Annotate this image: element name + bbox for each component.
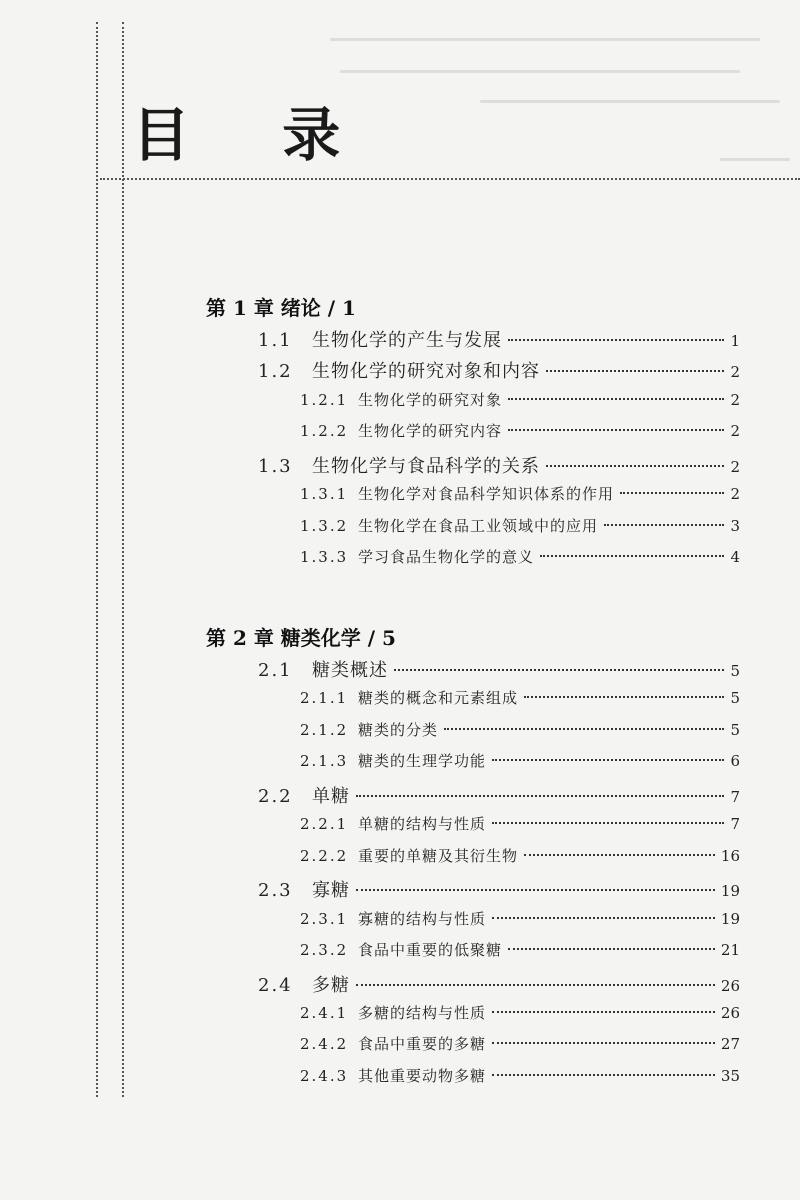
section-title: 食品中重要的多糖 — [358, 1035, 487, 1054]
section-title: 多糖 — [312, 974, 350, 996]
dot-leader — [492, 1042, 715, 1044]
page-number: 2 — [730, 363, 740, 382]
dot-leader — [524, 696, 724, 698]
dot-leader — [508, 398, 724, 400]
section-title: 糖类概述 — [312, 660, 388, 681]
page-number: 7 — [730, 815, 740, 834]
section-number: 2.4.1 — [300, 1003, 349, 1022]
section-title: 食品中重要的低聚糖 — [358, 941, 503, 960]
page-number: 35 — [720, 1066, 740, 1085]
page-number: 6 — [730, 752, 740, 771]
margin-dotted-line-outer — [96, 22, 98, 1097]
section-title: 糖类的生理学功能 — [358, 752, 487, 771]
page-number: 7 — [730, 787, 740, 806]
toc-subsection-entry — [300, 515, 740, 536]
section-number: 2.1 — [258, 660, 293, 681]
page-number: 5 — [730, 689, 740, 708]
dot-leader — [620, 492, 724, 494]
section-title: 多糖的结构与性质 — [358, 1003, 487, 1022]
section-title: 生物化学的研究对象 — [358, 390, 503, 409]
section-title: 其他重要动物多糖 — [358, 1066, 487, 1085]
toc-section-entry — [258, 656, 740, 682]
page-number: 16 — [720, 846, 740, 865]
section-number: 2.3.2 — [300, 941, 349, 960]
toc-subsection-entry — [300, 1002, 740, 1023]
dot-leader — [508, 339, 724, 341]
section-title: 寡糖的结构与性质 — [358, 909, 487, 928]
page-number: 3 — [730, 516, 740, 535]
page-number: 21 — [720, 941, 740, 960]
section-number: 2.2 — [258, 785, 293, 807]
section-number: 1.3.3 — [300, 548, 349, 567]
show-through — [330, 38, 760, 41]
page-number: 26 — [720, 1003, 740, 1022]
dot-leader — [546, 370, 724, 372]
section-number: 1.2.1 — [300, 390, 349, 409]
toc-section-entry — [258, 452, 740, 478]
section-number: 2.4.2 — [300, 1035, 349, 1054]
page-number: 1 — [730, 332, 740, 350]
section-title: 糖类的概念和元素组成 — [358, 689, 519, 708]
toc-subsection-entry — [300, 939, 740, 960]
section-title: 单糖 — [312, 785, 350, 807]
page-number: 2 — [730, 422, 740, 441]
page-number: 2 — [730, 485, 740, 504]
section-number: 2.4.3 — [300, 1066, 349, 1085]
dot-leader — [546, 465, 724, 467]
show-through — [340, 70, 740, 73]
header-dotted-line — [100, 178, 800, 180]
show-through — [480, 100, 780, 103]
section-title: 生物化学的产生与发展 — [312, 330, 502, 351]
section-title: 生物化学对食品科学知识体系的作用 — [358, 485, 615, 504]
dot-leader — [492, 822, 724, 824]
toc-section-entry — [258, 357, 740, 383]
section-title: 重要的单糖及其衍生物 — [358, 846, 519, 865]
section-number: 2.1.3 — [300, 752, 349, 771]
dot-leader — [444, 728, 724, 730]
toc-subsection-entry — [300, 1033, 740, 1054]
toc-subsection-entry — [300, 908, 740, 929]
section-number: 1.1 — [258, 330, 293, 351]
section-title: 生物化学的研究内容 — [358, 422, 503, 441]
dot-leader — [508, 429, 724, 431]
toc-subsection-entry — [300, 420, 740, 441]
section-title: 生物化学与食品科学的关系 — [312, 455, 540, 477]
dot-leader — [394, 669, 724, 671]
section-number: 1.3.1 — [300, 485, 349, 504]
page-number: 2 — [730, 390, 740, 409]
toc-section-entry — [258, 326, 740, 352]
dot-leader — [492, 917, 715, 919]
section-number: 2.1.2 — [300, 720, 349, 739]
toc-subsection-entry — [300, 813, 740, 834]
page-number: 26 — [720, 976, 740, 995]
page-number: 5 — [730, 720, 740, 739]
section-title: 寡糖 — [312, 880, 350, 902]
dot-leader — [356, 795, 724, 797]
page-number: 19 — [720, 882, 740, 901]
section-number: 2.1.1 — [300, 689, 349, 708]
toc-subsection-entry — [300, 845, 740, 866]
chapter-heading: 第 2 章 糖类化学 / 5 — [206, 626, 396, 650]
section-number: 2.3 — [258, 880, 293, 902]
section-number: 2.2.1 — [300, 815, 349, 834]
chapter-heading: 第 1 章 绪论 / 1 — [206, 296, 356, 320]
section-title: 学习食品生物化学的意义 — [358, 548, 535, 567]
section-number: 2.3.1 — [300, 909, 349, 928]
dot-leader — [540, 555, 724, 557]
section-title: 生物化学在食品工业领域中的应用 — [358, 516, 599, 535]
toc-subsection-entry — [300, 750, 740, 771]
toc-section-entry — [258, 876, 740, 902]
section-number: 2.4 — [258, 974, 293, 996]
dot-leader — [356, 984, 715, 986]
page-number: 27 — [720, 1035, 740, 1054]
dot-leader — [604, 524, 724, 526]
toc-subsection-entry — [300, 719, 740, 740]
section-number: 1.3 — [258, 455, 293, 477]
toc-subsection-entry — [300, 483, 740, 504]
page-number: 5 — [730, 662, 740, 680]
dot-leader — [356, 889, 715, 891]
margin-dotted-line-inner — [122, 22, 124, 1097]
dot-leader — [492, 1011, 715, 1013]
section-number: 2.2.2 — [300, 846, 349, 865]
dot-leader — [492, 759, 724, 761]
page-number: 2 — [730, 457, 740, 476]
section-title: 单糖的结构与性质 — [358, 815, 487, 834]
toc-section-entry — [258, 971, 740, 997]
dot-leader — [524, 854, 715, 856]
toc-subsection-entry — [300, 389, 740, 410]
page-number: 19 — [720, 909, 740, 928]
toc-section-entry — [258, 782, 740, 808]
section-number: 1.3.2 — [300, 516, 349, 535]
section-number: 1.2.2 — [300, 422, 349, 441]
dot-leader — [508, 948, 715, 950]
page-number: 4 — [730, 548, 740, 567]
show-through — [720, 158, 790, 161]
toc-subsection-entry — [300, 687, 740, 708]
toc-subsection-entry — [300, 546, 740, 567]
section-number: 1.2 — [258, 361, 293, 383]
section-title: 生物化学的研究对象和内容 — [312, 361, 540, 383]
page-title: 目 录 — [132, 101, 377, 169]
dot-leader — [492, 1074, 715, 1076]
toc-subsection-entry — [300, 1065, 740, 1086]
section-title: 糖类的分类 — [358, 720, 439, 739]
